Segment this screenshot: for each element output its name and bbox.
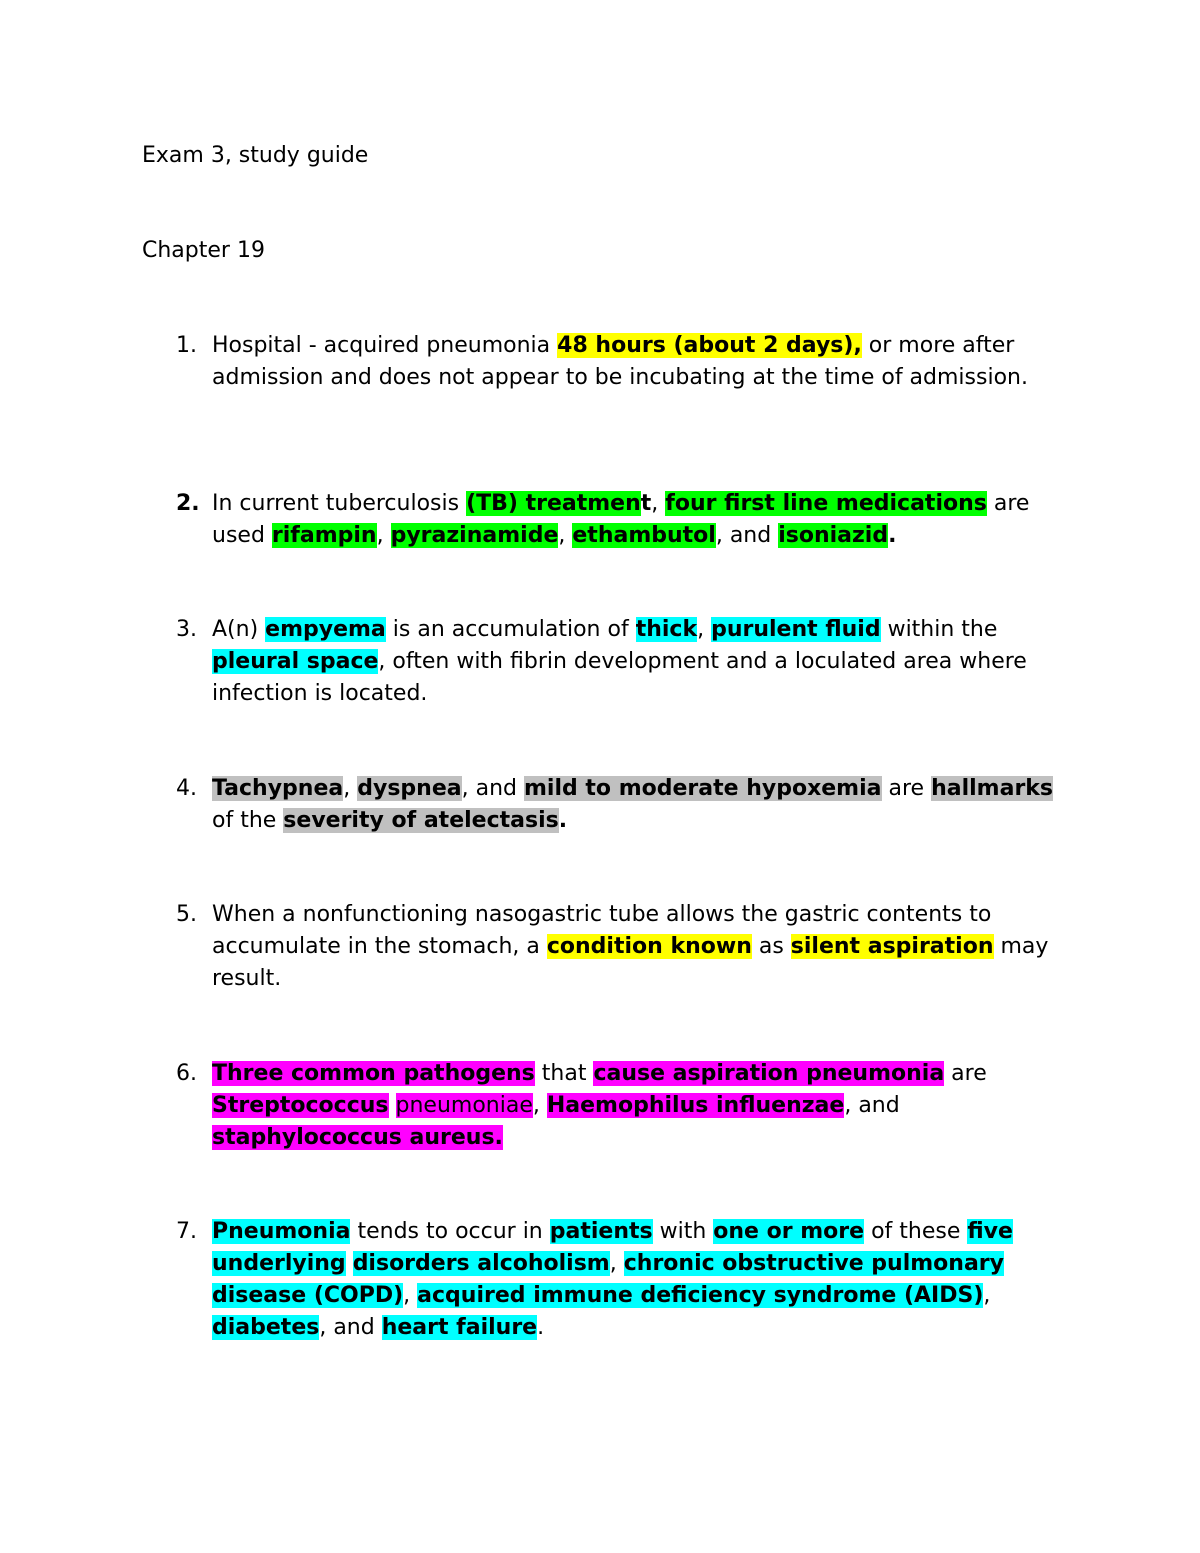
highlight-gray: dyspnea — [357, 776, 462, 801]
text-run: may result. — [212, 934, 1049, 991]
item-number: 6. — [176, 1061, 197, 1086]
text-run: , — [697, 617, 712, 642]
highlight-magenta: cause aspiration pneumonia — [593, 1061, 945, 1086]
text-run: is an accumulation of — [385, 617, 636, 642]
highlight-green: (TB) treatmen — [466, 491, 641, 516]
highlight-gray: mild to moderate hypoxemia — [524, 776, 882, 801]
item-text — [212, 1216, 1076, 1344]
highlight-magenta: pneumoniae — [395, 1093, 533, 1118]
text-run: , — [651, 491, 666, 516]
text-run: , — [983, 1283, 991, 1308]
text-run: , — [376, 523, 391, 548]
highlight-green: four first line medications — [665, 491, 987, 516]
text-run: with — [652, 1219, 714, 1244]
item-number: 1. — [176, 333, 197, 358]
text-run: When a nonfunctioning nasogastric tube allows the gastric contents to accumulate in the stomach, a — [212, 902, 992, 959]
item-number: 4. — [176, 776, 197, 801]
item-number: 2. — [176, 491, 200, 516]
text-run — [346, 1251, 353, 1276]
list-item — [176, 773, 1076, 837]
highlight-gray: severity of atelectasis — [283, 808, 559, 833]
item-text — [212, 773, 1076, 837]
text-run: A(n) — [212, 617, 266, 642]
highlight-gray: Tachypnea — [212, 776, 344, 801]
chapter-heading: Chapter 19 — [142, 238, 265, 263]
highlight-cyan: acquired immune deficiency syndrome (AIDS) — [417, 1283, 984, 1308]
highlight-yellow: 48 hours (about 2 days), — [557, 333, 862, 358]
highlight-cyan: heart failure — [381, 1315, 538, 1340]
list-item — [176, 1216, 1076, 1344]
highlight-cyan: one or more — [713, 1219, 865, 1244]
text-run: as — [751, 934, 791, 959]
text-run: , and — [844, 1093, 900, 1118]
text-run: , and — [461, 776, 524, 801]
text-run: , and — [715, 523, 779, 548]
text-run: , — [532, 1093, 547, 1118]
text-run: Hospital - acquired pneumonia — [212, 333, 558, 358]
item-text — [212, 488, 1076, 552]
list-item — [176, 899, 1076, 995]
list-item — [176, 1058, 1076, 1154]
document-title: Exam 3, study guide — [142, 143, 369, 168]
highlight-magenta: Haemophilus influenzae — [546, 1093, 845, 1118]
text-run: of these — [864, 1219, 968, 1244]
text-run: t — [640, 491, 652, 516]
text-run: , — [609, 1251, 624, 1276]
highlight-cyan: pleural space — [212, 649, 379, 674]
text-run: of the — [212, 808, 284, 833]
highlight-cyan: patients — [549, 1219, 653, 1244]
list-item — [176, 488, 1076, 552]
text-run: . — [558, 808, 568, 833]
text-run — [389, 1093, 396, 1118]
item-text — [212, 899, 1076, 995]
highlight-green: rifampin — [271, 523, 377, 548]
item-text — [212, 614, 1076, 710]
highlight-green: pyrazinamide — [390, 523, 559, 548]
highlight-cyan: disorders alcoholism — [352, 1251, 610, 1276]
highlight-green: ethambutol — [572, 523, 716, 548]
item-number: 3. — [176, 617, 197, 642]
text-run: . — [888, 523, 897, 548]
text-run: , and — [319, 1315, 382, 1340]
text-run: that — [534, 1061, 594, 1086]
highlight-green: isoniazid — [778, 523, 889, 548]
text-run: are — [881, 776, 932, 801]
item-number: 5. — [176, 902, 197, 927]
text-run: , — [403, 1283, 418, 1308]
highlight-yellow: silent aspiration — [790, 934, 994, 959]
text-run: are — [944, 1061, 987, 1086]
highlight-cyan: empyema — [265, 617, 386, 642]
highlight-magenta: Three common pathogens — [212, 1061, 535, 1086]
text-run: , often with fibrin development and a loculated area where infection is located. — [212, 649, 1027, 706]
text-run: , — [343, 776, 358, 801]
text-run: , — [558, 523, 573, 548]
list-item — [176, 614, 1076, 710]
highlight-cyan: five underlying — [212, 1219, 1013, 1276]
text-run: are used — [212, 491, 1030, 548]
highlight-cyan: purulent fluid — [711, 617, 881, 642]
highlight-magenta: Streptococcus — [212, 1093, 389, 1118]
highlight-magenta: staphylococcus aureus. — [212, 1125, 503, 1150]
text-run: tends to occur in — [350, 1219, 550, 1244]
highlight-cyan: diabetes — [212, 1315, 320, 1340]
highlight-gray: hallmarks — [931, 776, 1054, 801]
item-text — [212, 1058, 1076, 1154]
list-item — [176, 330, 1076, 394]
text-run: . — [537, 1315, 545, 1340]
text-run: within the — [880, 617, 998, 642]
highlight-cyan: Pneumonia — [212, 1219, 351, 1244]
text-run: or more after admission and does not appear to be incubating at the time of admission. — [212, 333, 1028, 390]
highlight-cyan: chronic obstructive pulmonary disease (COPD) — [212, 1251, 1004, 1308]
highlight-cyan: thick — [635, 617, 698, 642]
item-text — [212, 330, 1076, 394]
item-number: 7. — [176, 1219, 197, 1244]
highlight-yellow: condition known — [546, 934, 752, 959]
text-run: In current tuberculosis — [212, 491, 467, 516]
